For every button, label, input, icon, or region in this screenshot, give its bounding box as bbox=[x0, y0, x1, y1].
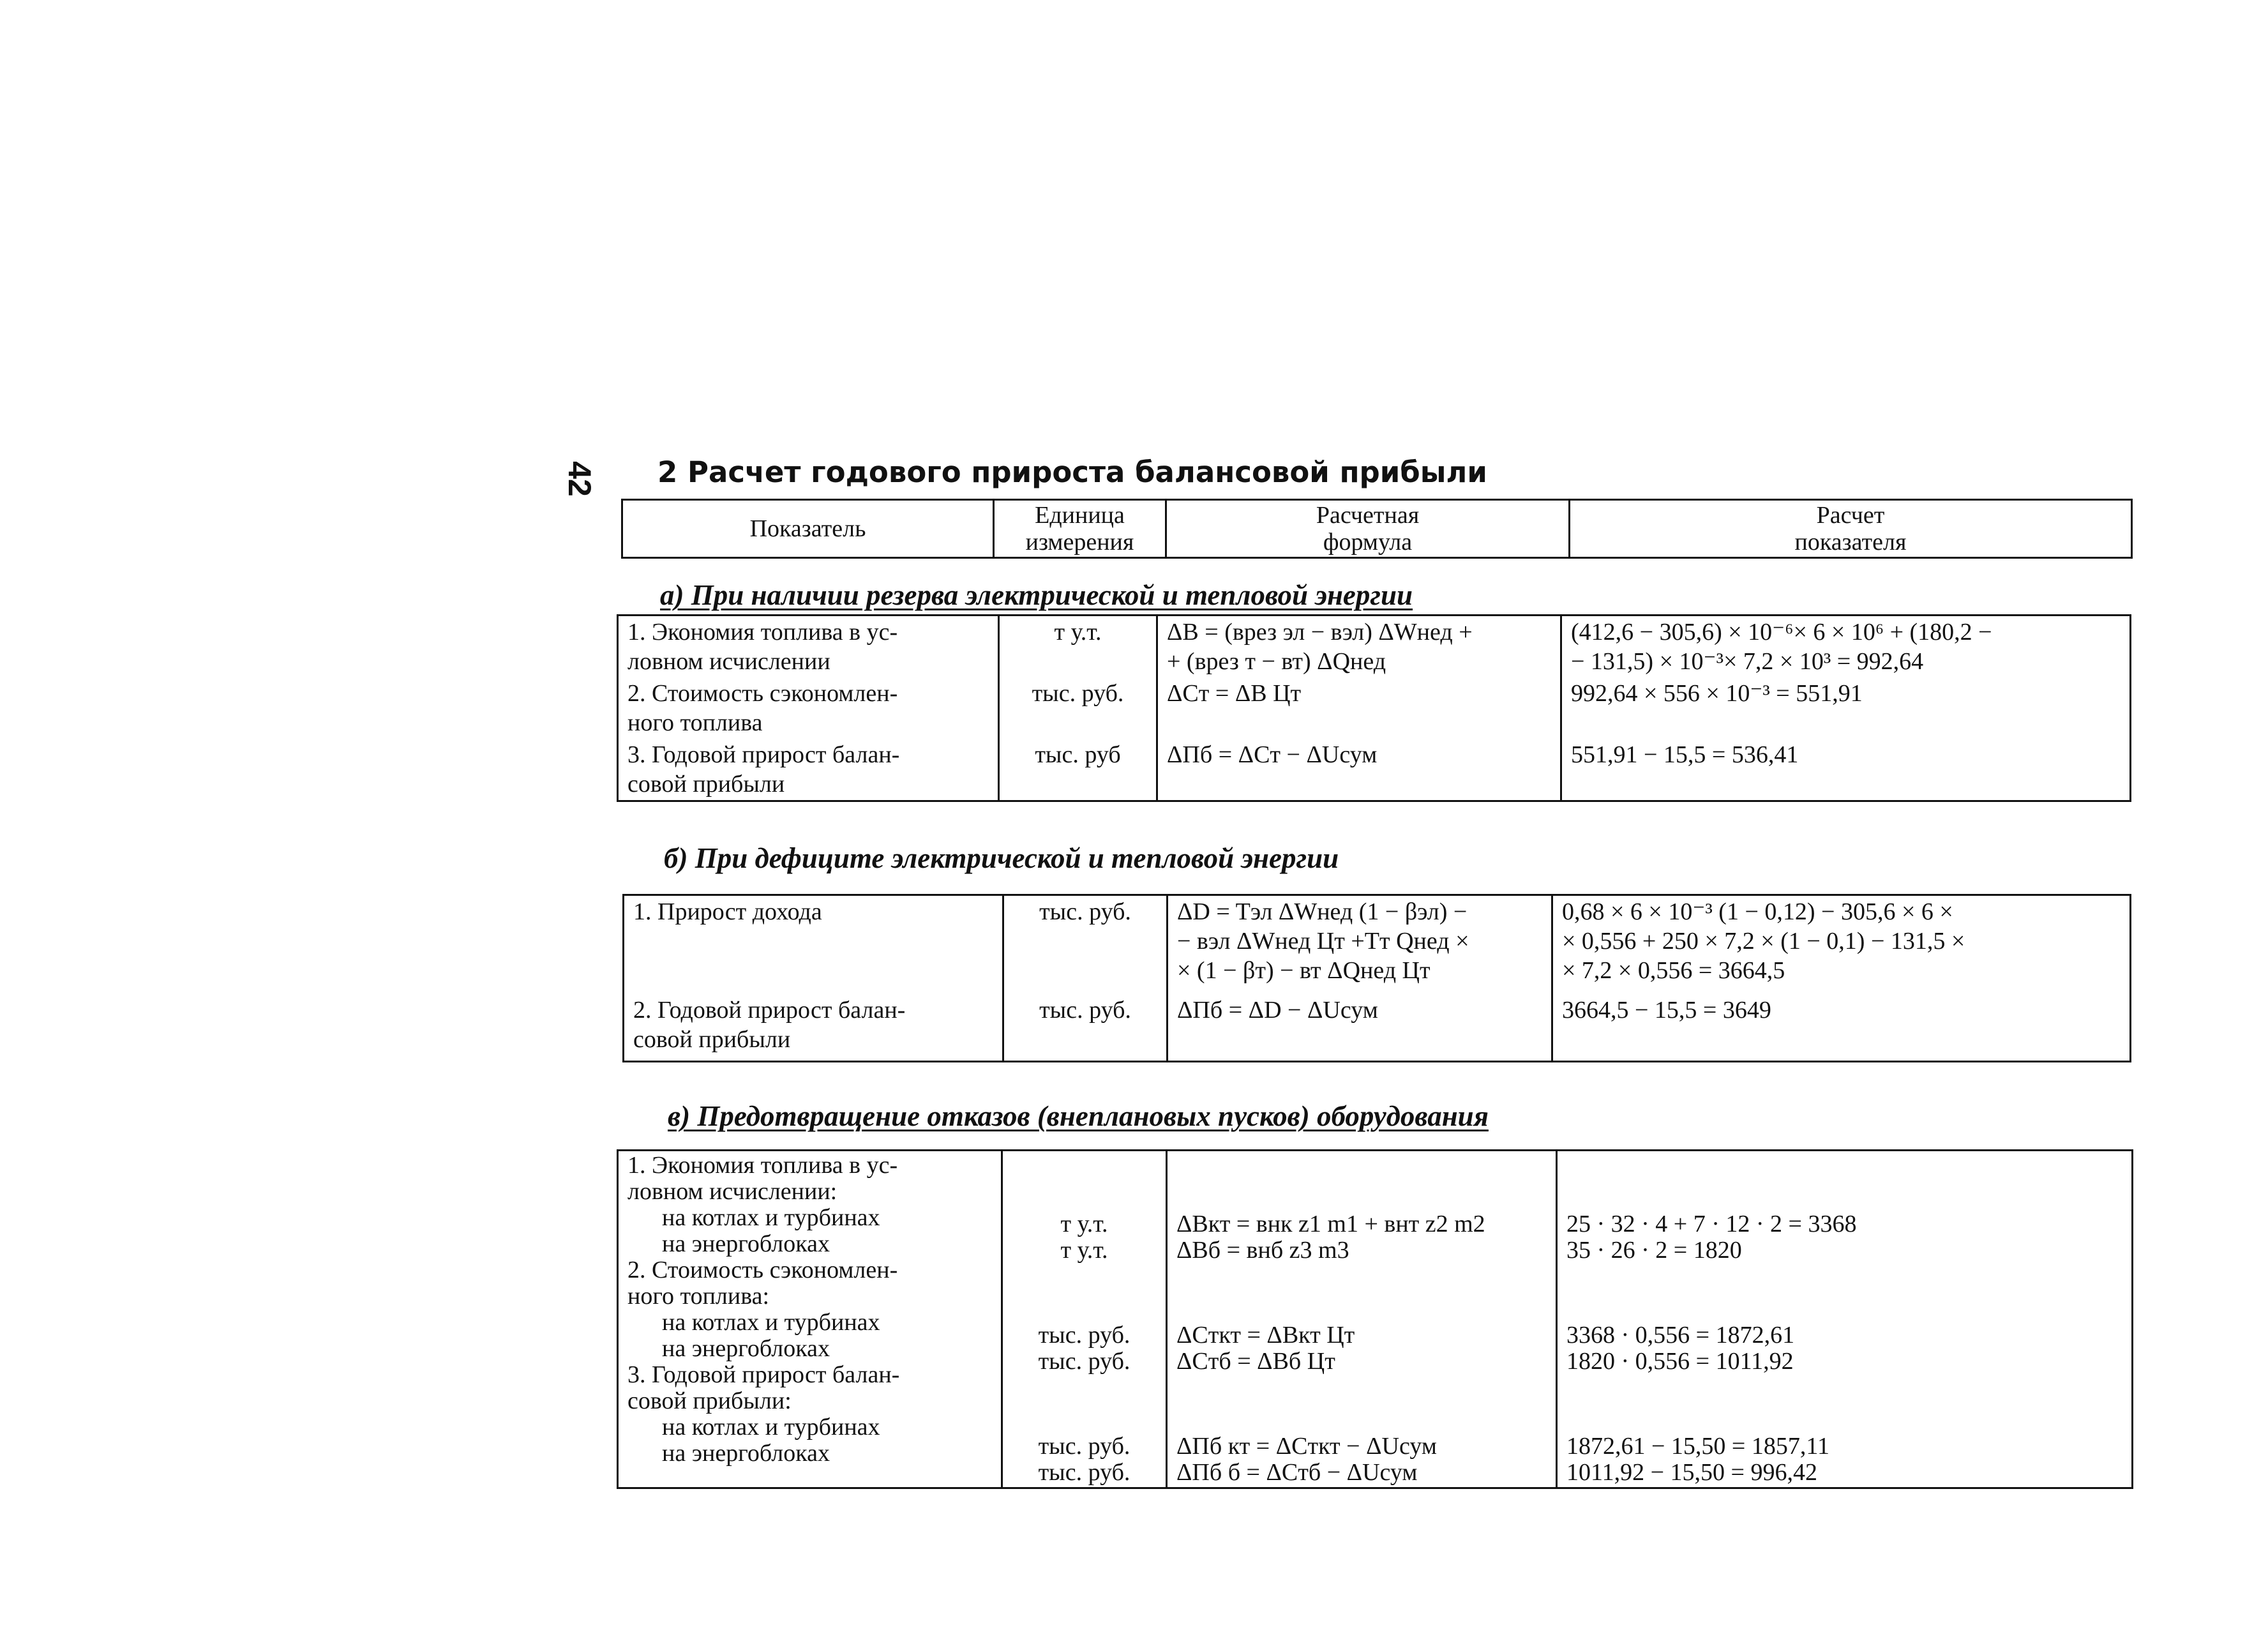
row-unit: тыс. руб. bbox=[1003, 895, 1168, 994]
column-header-formula: Расчетная формула bbox=[1166, 500, 1570, 558]
row-formula: ΔB = (врез эл − вэл) ΔWнед + + (врез т − вт) ΔQнед bbox=[1157, 616, 1561, 678]
table-row bbox=[624, 994, 2131, 1062]
row-calc: (412,6 − 305,6) × 10⁻⁶× 6 × 10⁶ + (180,2 − − 131,5) × 10⁻³× 7,2 × 10³ = 992,64 bbox=[1561, 616, 2131, 678]
column-header-table bbox=[621, 499, 2133, 559]
row-formula: ΔПб = ΔCт − ΔUсум bbox=[1157, 739, 1561, 801]
row-formula: ΔПб = ΔD − ΔUсум bbox=[1168, 994, 1552, 1062]
table-row bbox=[618, 677, 2131, 739]
row-indicator: 3. Годовой прирост балан- совой прибыли bbox=[618, 739, 999, 801]
section-a-title: а) При наличии резерва электрической и тепловой энергии bbox=[660, 579, 1413, 611]
row-calc: 3664,5 − 15,5 = 3649 bbox=[1552, 994, 2131, 1062]
row-indicator: 1. Прирост дохода bbox=[624, 895, 1003, 994]
row-calc: 551,91 − 15,5 = 536,41 bbox=[1561, 739, 2131, 801]
section-c-table bbox=[617, 1149, 2133, 1489]
section-b-title: б) При дефиците электрической и тепловой энергии bbox=[664, 842, 1339, 874]
row-formula: ΔCт = ΔB Цт bbox=[1157, 677, 1561, 739]
column-header-indicator: Показатель bbox=[622, 500, 994, 558]
section-c-title: в) Предотвращение отказов (внеплановых пусков) оборудования bbox=[668, 1100, 1489, 1132]
row-calc: 992,64 × 556 × 10⁻³ = 551,91 bbox=[1561, 677, 2131, 739]
row-unit: тыс. руб bbox=[999, 739, 1157, 801]
row-unit: т у.т. bbox=[999, 616, 1157, 678]
table-row bbox=[618, 1151, 2133, 1488]
formula-column: ΔBкт = внк z1 m1 + внт z2 m2 ΔBб = внб z3 m3 ΔCткт = ΔBкт Цт ΔCтб = ΔBб Цт ΔПб кт = ΔCткт − ΔUсум ΔПб б = ΔCтб − ΔUсум bbox=[1167, 1151, 1557, 1488]
column-header-calc: Расчет показателя bbox=[1570, 500, 2132, 558]
page-number: 42 bbox=[562, 461, 597, 497]
row-indicator: 2. Стоимость сэкономлен- ного топлива bbox=[618, 677, 999, 739]
indicator-column: 1. Экономия топлива в ус- ловном исчислении: на котлах и турбинах на энергоблоках 2. Стоимость сэкономлен- ного топлива: на котлах и турбинах на энергоблоках 3. Годовой прирост балан- совой прибыли: на котлах и турбинах на энергоблоках bbox=[618, 1151, 1002, 1488]
column-header-unit: Единица измерения bbox=[994, 500, 1166, 558]
unit-column: т у.т. т у.т. тыс. руб. тыс. руб. тыс. руб. тыс. руб. bbox=[1002, 1151, 1167, 1488]
section-b-table bbox=[622, 894, 2131, 1062]
table-row bbox=[624, 895, 2131, 994]
table-row bbox=[618, 739, 2131, 801]
row-indicator: 1. Экономия топлива в ус- ловном исчислении bbox=[618, 616, 999, 678]
section-heading: 2 Расчет годового прироста балансовой прибыли bbox=[657, 455, 1487, 489]
row-calc: 0,68 × 6 × 10⁻³ (1 − 0,12) − 305,6 × 6 × × 0,556 + 250 × 7,2 × (1 − 0,1) − 131,5 × × 7,2 × 0,556 = 3664,5 bbox=[1552, 895, 2131, 994]
row-indicator: 2. Годовой прирост балан- совой прибыли bbox=[624, 994, 1003, 1062]
row-formula: ΔD = Tэл ΔWнед (1 − βэл) − − вэл ΔWнед Цт +Tт Qнед × × (1 − βт) − вт ΔQнед Цт bbox=[1168, 895, 1552, 994]
calc-column: 25 · 32 · 4 + 7 · 12 · 2 = 3368 35 · 26 · 2 = 1820 3368 · 0,556 = 1872,61 1820 · 0,556 = 1011,92 1872,61 − 15,50 = 1857,11 1011,92 − 15,50 = 996,42 bbox=[1557, 1151, 2133, 1488]
section-a-table bbox=[617, 614, 2131, 802]
row-unit: тыс. руб. bbox=[1003, 994, 1168, 1062]
table-row bbox=[618, 616, 2131, 678]
row-unit: тыс. руб. bbox=[999, 677, 1157, 739]
